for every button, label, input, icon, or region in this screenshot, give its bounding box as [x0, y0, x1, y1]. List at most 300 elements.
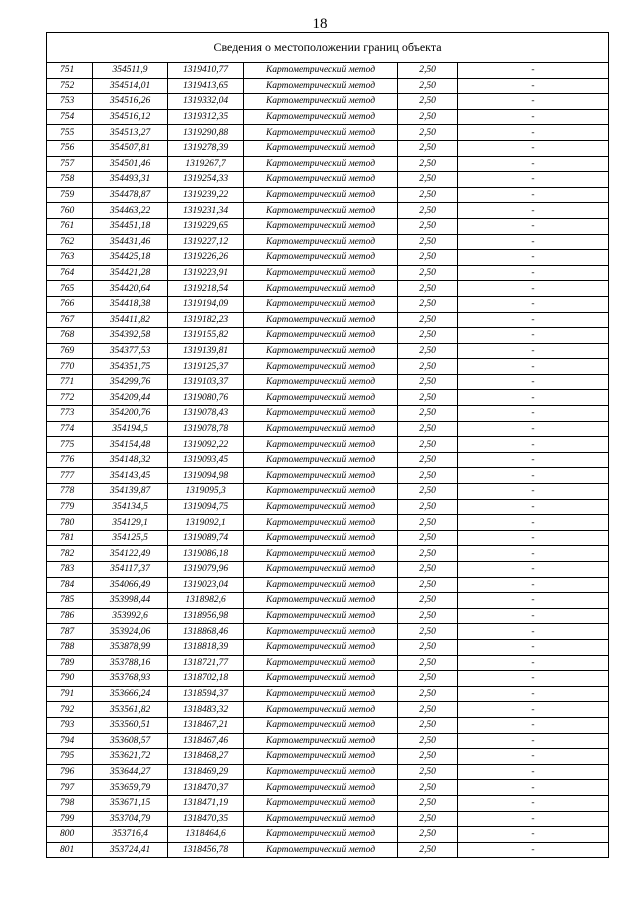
method-cell: Картометрический метод: [244, 764, 398, 780]
table-row: [47, 577, 609, 593]
accuracy-cell: 2,50: [398, 125, 458, 141]
accuracy-cell: 2,50: [398, 343, 458, 359]
x-coordinate-cell: 354514,01: [93, 78, 168, 94]
note-cell: -: [458, 172, 609, 188]
point-number-cell: 772: [47, 390, 93, 406]
note-cell: -: [458, 515, 609, 531]
method-cell: Картометрический метод: [244, 125, 398, 141]
note-cell: -: [458, 827, 609, 843]
x-coordinate-cell: 354154,48: [93, 437, 168, 453]
method-cell: Картометрический метод: [244, 421, 398, 437]
note-cell: -: [458, 390, 609, 406]
y-coordinate-cell: 1319312,35: [168, 109, 244, 125]
point-number-cell: 764: [47, 265, 93, 281]
accuracy-cell: 2,50: [398, 296, 458, 312]
table-row: [47, 140, 609, 156]
y-coordinate-cell: 1318467,21: [168, 717, 244, 733]
accuracy-cell: 2,50: [398, 390, 458, 406]
accuracy-cell: 2,50: [398, 406, 458, 422]
table-row: [47, 686, 609, 702]
y-coordinate-cell: 1318594,37: [168, 686, 244, 702]
method-cell: Картометрический метод: [244, 717, 398, 733]
accuracy-cell: 2,50: [398, 562, 458, 578]
table-row: [47, 452, 609, 468]
accuracy-cell: 2,50: [398, 63, 458, 79]
note-cell: -: [458, 530, 609, 546]
x-coordinate-cell: 353621,72: [93, 749, 168, 765]
method-cell: Картометрический метод: [244, 484, 398, 500]
table-row: [47, 172, 609, 188]
x-coordinate-cell: 353666,24: [93, 686, 168, 702]
note-cell: -: [458, 624, 609, 640]
method-cell: Картометрический метод: [244, 265, 398, 281]
method-cell: Картометрический метод: [244, 78, 398, 94]
note-cell: -: [458, 733, 609, 749]
method-cell: Картометрический метод: [244, 702, 398, 718]
note-cell: -: [458, 218, 609, 234]
x-coordinate-cell: 353992,6: [93, 608, 168, 624]
table-row: [47, 562, 609, 578]
method-cell: Картометрический метод: [244, 374, 398, 390]
x-coordinate-cell: 354516,26: [93, 94, 168, 110]
point-number-cell: 759: [47, 187, 93, 203]
point-number-cell: 788: [47, 639, 93, 655]
point-number-cell: 776: [47, 452, 93, 468]
method-cell: Картометрический метод: [244, 109, 398, 125]
point-number-cell: 774: [47, 421, 93, 437]
y-coordinate-cell: 1318982,6: [168, 593, 244, 609]
x-coordinate-cell: 354200,76: [93, 406, 168, 422]
method-cell: Картометрический метод: [244, 577, 398, 593]
point-number-cell: 755: [47, 125, 93, 141]
accuracy-cell: 2,50: [398, 140, 458, 156]
x-coordinate-cell: 354513,27: [93, 125, 168, 141]
accuracy-cell: 2,50: [398, 733, 458, 749]
x-coordinate-cell: 353704,79: [93, 811, 168, 827]
point-number-cell: 767: [47, 312, 93, 328]
point-number-cell: 798: [47, 795, 93, 811]
point-number-cell: 793: [47, 717, 93, 733]
accuracy-cell: 2,50: [398, 780, 458, 796]
y-coordinate-cell: 1319080,76: [168, 390, 244, 406]
note-cell: -: [458, 265, 609, 281]
accuracy-cell: 2,50: [398, 671, 458, 687]
accuracy-cell: 2,50: [398, 109, 458, 125]
y-coordinate-cell: 1319155,82: [168, 328, 244, 344]
y-coordinate-cell: 1318483,32: [168, 702, 244, 718]
table-row: [47, 811, 609, 827]
table-row: [47, 296, 609, 312]
y-coordinate-cell: 1318468,27: [168, 749, 244, 765]
table-row: [47, 187, 609, 203]
accuracy-cell: 2,50: [398, 437, 458, 453]
note-cell: -: [458, 702, 609, 718]
method-cell: Картометрический метод: [244, 546, 398, 562]
method-cell: Картометрический метод: [244, 328, 398, 344]
method-cell: Картометрический метод: [244, 218, 398, 234]
note-cell: -: [458, 140, 609, 156]
y-coordinate-cell: 1319267,7: [168, 156, 244, 172]
note-cell: -: [458, 421, 609, 437]
y-coordinate-cell: 1318464,6: [168, 827, 244, 843]
page-number: 18: [312, 16, 328, 32]
y-coordinate-cell: 1319239,22: [168, 187, 244, 203]
note-cell: -: [458, 780, 609, 796]
x-coordinate-cell: 354125,5: [93, 530, 168, 546]
y-coordinate-cell: 1319413,65: [168, 78, 244, 94]
y-coordinate-cell: 1318470,35: [168, 811, 244, 827]
note-cell: -: [458, 63, 609, 79]
method-cell: Картометрический метод: [244, 437, 398, 453]
table-row: [47, 733, 609, 749]
method-cell: Картометрический метод: [244, 655, 398, 671]
table-row: [47, 639, 609, 655]
method-cell: Картометрический метод: [244, 780, 398, 796]
accuracy-cell: 2,50: [398, 359, 458, 375]
method-cell: Картометрический метод: [244, 827, 398, 843]
y-coordinate-cell: 1319079,96: [168, 562, 244, 578]
table-row: [47, 281, 609, 297]
accuracy-cell: 2,50: [398, 530, 458, 546]
x-coordinate-cell: 354420,64: [93, 281, 168, 297]
point-number-cell: 766: [47, 296, 93, 312]
accuracy-cell: 2,50: [398, 499, 458, 515]
note-cell: -: [458, 125, 609, 141]
y-coordinate-cell: 1318818,39: [168, 639, 244, 655]
section-title: Сведения о местоположении границ объекта: [47, 33, 609, 63]
note-cell: -: [458, 374, 609, 390]
point-number-cell: 771: [47, 374, 93, 390]
note-cell: -: [458, 343, 609, 359]
y-coordinate-cell: 1319078,78: [168, 421, 244, 437]
table-row: [47, 109, 609, 125]
accuracy-cell: 2,50: [398, 764, 458, 780]
accuracy-cell: 2,50: [398, 250, 458, 266]
point-number-cell: 794: [47, 733, 93, 749]
note-cell: -: [458, 296, 609, 312]
method-cell: Картометрический метод: [244, 733, 398, 749]
table-row: [47, 374, 609, 390]
y-coordinate-cell: 1319139,81: [168, 343, 244, 359]
table-row: [47, 780, 609, 796]
table-row: [47, 234, 609, 250]
y-coordinate-cell: 1319194,09: [168, 296, 244, 312]
point-number-cell: 752: [47, 78, 93, 94]
point-number-cell: 785: [47, 593, 93, 609]
note-cell: -: [458, 499, 609, 515]
table-row: [47, 499, 609, 515]
x-coordinate-cell: 354139,87: [93, 484, 168, 500]
y-coordinate-cell: 1319226,26: [168, 250, 244, 266]
y-coordinate-cell: 1319410,77: [168, 63, 244, 79]
point-number-cell: 797: [47, 780, 93, 796]
accuracy-cell: 2,50: [398, 717, 458, 733]
table-row: [47, 390, 609, 406]
table-row: [47, 655, 609, 671]
method-cell: Картометрический метод: [244, 359, 398, 375]
x-coordinate-cell: 354511,9: [93, 63, 168, 79]
point-number-cell: 782: [47, 546, 93, 562]
accuracy-cell: 2,50: [398, 842, 458, 858]
x-coordinate-cell: 354134,5: [93, 499, 168, 515]
table-row: [47, 359, 609, 375]
method-cell: Картометрический метод: [244, 94, 398, 110]
table-row: [47, 593, 609, 609]
accuracy-cell: 2,50: [398, 421, 458, 437]
x-coordinate-cell: 354507,81: [93, 140, 168, 156]
table-row: [47, 406, 609, 422]
method-cell: Картометрический метод: [244, 406, 398, 422]
x-coordinate-cell: 353716,4: [93, 827, 168, 843]
point-number-cell: 769: [47, 343, 93, 359]
table-row: [47, 749, 609, 765]
x-coordinate-cell: 353608,57: [93, 733, 168, 749]
point-number-cell: 801: [47, 842, 93, 858]
y-coordinate-cell: 1319095,3: [168, 484, 244, 500]
note-cell: -: [458, 187, 609, 203]
method-cell: Картометрический метод: [244, 624, 398, 640]
point-number-cell: 783: [47, 562, 93, 578]
point-number-cell: 792: [47, 702, 93, 718]
table-row: [47, 795, 609, 811]
y-coordinate-cell: 1318470,37: [168, 780, 244, 796]
note-cell: -: [458, 452, 609, 468]
point-number-cell: 761: [47, 218, 93, 234]
method-cell: Картометрический метод: [244, 515, 398, 531]
table-body: [47, 63, 609, 858]
y-coordinate-cell: 1319227,12: [168, 234, 244, 250]
y-coordinate-cell: 1319089,74: [168, 530, 244, 546]
note-cell: -: [458, 406, 609, 422]
accuracy-cell: 2,50: [398, 655, 458, 671]
point-number-cell: 758: [47, 172, 93, 188]
x-coordinate-cell: 354451,18: [93, 218, 168, 234]
point-number-cell: 791: [47, 686, 93, 702]
table-row: [47, 156, 609, 172]
table-row: [47, 702, 609, 718]
x-coordinate-cell: 354431,46: [93, 234, 168, 250]
note-cell: -: [458, 671, 609, 687]
method-cell: Картометрический метод: [244, 593, 398, 609]
x-coordinate-cell: 353671,15: [93, 795, 168, 811]
point-number-cell: 753: [47, 94, 93, 110]
accuracy-cell: 2,50: [398, 546, 458, 562]
point-number-cell: 784: [47, 577, 93, 593]
x-coordinate-cell: 353878,99: [93, 639, 168, 655]
accuracy-cell: 2,50: [398, 749, 458, 765]
y-coordinate-cell: 1318868,46: [168, 624, 244, 640]
x-coordinate-cell: 354194,5: [93, 421, 168, 437]
y-coordinate-cell: 1318467,46: [168, 733, 244, 749]
accuracy-cell: 2,50: [398, 172, 458, 188]
table-row: [47, 312, 609, 328]
note-cell: -: [458, 484, 609, 500]
y-coordinate-cell: 1319125,37: [168, 359, 244, 375]
note-cell: -: [458, 608, 609, 624]
note-cell: -: [458, 811, 609, 827]
method-cell: Картометрический метод: [244, 187, 398, 203]
point-number-cell: 778: [47, 484, 93, 500]
x-coordinate-cell: 354377,53: [93, 343, 168, 359]
table-row: [47, 624, 609, 640]
y-coordinate-cell: 1319182,23: [168, 312, 244, 328]
accuracy-cell: 2,50: [398, 624, 458, 640]
x-coordinate-cell: 354117,37: [93, 562, 168, 578]
y-coordinate-cell: 1319254,33: [168, 172, 244, 188]
note-cell: -: [458, 156, 609, 172]
y-coordinate-cell: 1319094,98: [168, 468, 244, 484]
table-row: [47, 78, 609, 94]
table-row: [47, 94, 609, 110]
note-cell: -: [458, 234, 609, 250]
x-coordinate-cell: 354421,28: [93, 265, 168, 281]
accuracy-cell: 2,50: [398, 94, 458, 110]
accuracy-cell: 2,50: [398, 78, 458, 94]
y-coordinate-cell: 1319093,45: [168, 452, 244, 468]
y-coordinate-cell: 1319290,88: [168, 125, 244, 141]
table-row: [47, 421, 609, 437]
point-number-cell: 765: [47, 281, 93, 297]
y-coordinate-cell: 1319092,22: [168, 437, 244, 453]
y-coordinate-cell: 1319218,54: [168, 281, 244, 297]
point-number-cell: 796: [47, 764, 93, 780]
x-coordinate-cell: 354478,87: [93, 187, 168, 203]
method-cell: Картометрический метод: [244, 63, 398, 79]
note-cell: -: [458, 78, 609, 94]
x-coordinate-cell: 353644,27: [93, 764, 168, 780]
table-row: [47, 63, 609, 79]
note-cell: -: [458, 593, 609, 609]
y-coordinate-cell: 1318956,98: [168, 608, 244, 624]
note-cell: -: [458, 109, 609, 125]
method-cell: Картометрический метод: [244, 468, 398, 484]
method-cell: Картометрический метод: [244, 156, 398, 172]
method-cell: Картометрический метод: [244, 140, 398, 156]
x-coordinate-cell: 353788,16: [93, 655, 168, 671]
method-cell: Картометрический метод: [244, 312, 398, 328]
accuracy-cell: 2,50: [398, 639, 458, 655]
y-coordinate-cell: 1318702,18: [168, 671, 244, 687]
y-coordinate-cell: 1319023,04: [168, 577, 244, 593]
accuracy-cell: 2,50: [398, 577, 458, 593]
point-number-cell: 795: [47, 749, 93, 765]
point-number-cell: 781: [47, 530, 93, 546]
y-coordinate-cell: 1319086,18: [168, 546, 244, 562]
x-coordinate-cell: 353924,06: [93, 624, 168, 640]
accuracy-cell: 2,50: [398, 827, 458, 843]
point-number-cell: 775: [47, 437, 93, 453]
accuracy-cell: 2,50: [398, 218, 458, 234]
table-row: [47, 530, 609, 546]
note-cell: -: [458, 468, 609, 484]
method-cell: Картометрический метод: [244, 296, 398, 312]
accuracy-cell: 2,50: [398, 452, 458, 468]
x-coordinate-cell: 354122,49: [93, 546, 168, 562]
note-cell: -: [458, 795, 609, 811]
table-row: [47, 764, 609, 780]
accuracy-cell: 2,50: [398, 608, 458, 624]
x-coordinate-cell: 353724,41: [93, 842, 168, 858]
note-cell: -: [458, 686, 609, 702]
point-number-cell: 751: [47, 63, 93, 79]
table-row: [47, 842, 609, 858]
x-coordinate-cell: 354501,46: [93, 156, 168, 172]
x-coordinate-cell: 353659,79: [93, 780, 168, 796]
x-coordinate-cell: 354066,49: [93, 577, 168, 593]
method-cell: Картометрический метод: [244, 343, 398, 359]
y-coordinate-cell: 1319223,91: [168, 265, 244, 281]
method-cell: Картометрический метод: [244, 795, 398, 811]
section-header-row: [47, 33, 609, 63]
table-row: [47, 608, 609, 624]
point-number-cell: 760: [47, 203, 93, 219]
note-cell: -: [458, 437, 609, 453]
table-row: [47, 328, 609, 344]
accuracy-cell: 2,50: [398, 265, 458, 281]
method-cell: Картометрический метод: [244, 671, 398, 687]
table-row: [47, 343, 609, 359]
point-number-cell: 790: [47, 671, 93, 687]
accuracy-cell: 2,50: [398, 203, 458, 219]
method-cell: Картометрический метод: [244, 749, 398, 765]
y-coordinate-cell: 1319231,34: [168, 203, 244, 219]
point-number-cell: 754: [47, 109, 93, 125]
table-row: [47, 671, 609, 687]
y-coordinate-cell: 1319078,43: [168, 406, 244, 422]
point-number-cell: 786: [47, 608, 93, 624]
table-row: [47, 125, 609, 141]
point-number-cell: 789: [47, 655, 93, 671]
x-coordinate-cell: 354418,38: [93, 296, 168, 312]
method-cell: Картометрический метод: [244, 608, 398, 624]
boundary-coordinates-table: [46, 32, 609, 858]
table-row: [47, 218, 609, 234]
x-coordinate-cell: 354425,18: [93, 250, 168, 266]
y-coordinate-cell: 1318721,77: [168, 655, 244, 671]
note-cell: -: [458, 749, 609, 765]
y-coordinate-cell: 1318456,78: [168, 842, 244, 858]
note-cell: -: [458, 562, 609, 578]
method-cell: Картометрический метод: [244, 639, 398, 655]
accuracy-cell: 2,50: [398, 187, 458, 203]
accuracy-cell: 2,50: [398, 702, 458, 718]
method-cell: Картометрический метод: [244, 842, 398, 858]
note-cell: -: [458, 842, 609, 858]
note-cell: -: [458, 94, 609, 110]
point-number-cell: 799: [47, 811, 93, 827]
note-cell: -: [458, 359, 609, 375]
note-cell: -: [458, 639, 609, 655]
point-number-cell: 777: [47, 468, 93, 484]
point-number-cell: 762: [47, 234, 93, 250]
x-coordinate-cell: 354493,31: [93, 172, 168, 188]
note-cell: -: [458, 577, 609, 593]
y-coordinate-cell: 1319103,37: [168, 374, 244, 390]
x-coordinate-cell: 354463,22: [93, 203, 168, 219]
method-cell: Картометрический метод: [244, 562, 398, 578]
note-cell: -: [458, 250, 609, 266]
note-cell: -: [458, 312, 609, 328]
table-row: [47, 515, 609, 531]
x-coordinate-cell: 353768,93: [93, 671, 168, 687]
method-cell: Картометрический метод: [244, 250, 398, 266]
accuracy-cell: 2,50: [398, 234, 458, 250]
point-number-cell: 779: [47, 499, 93, 515]
table-row: [47, 437, 609, 453]
note-cell: -: [458, 546, 609, 562]
accuracy-cell: 2,50: [398, 484, 458, 500]
table-row: [47, 468, 609, 484]
